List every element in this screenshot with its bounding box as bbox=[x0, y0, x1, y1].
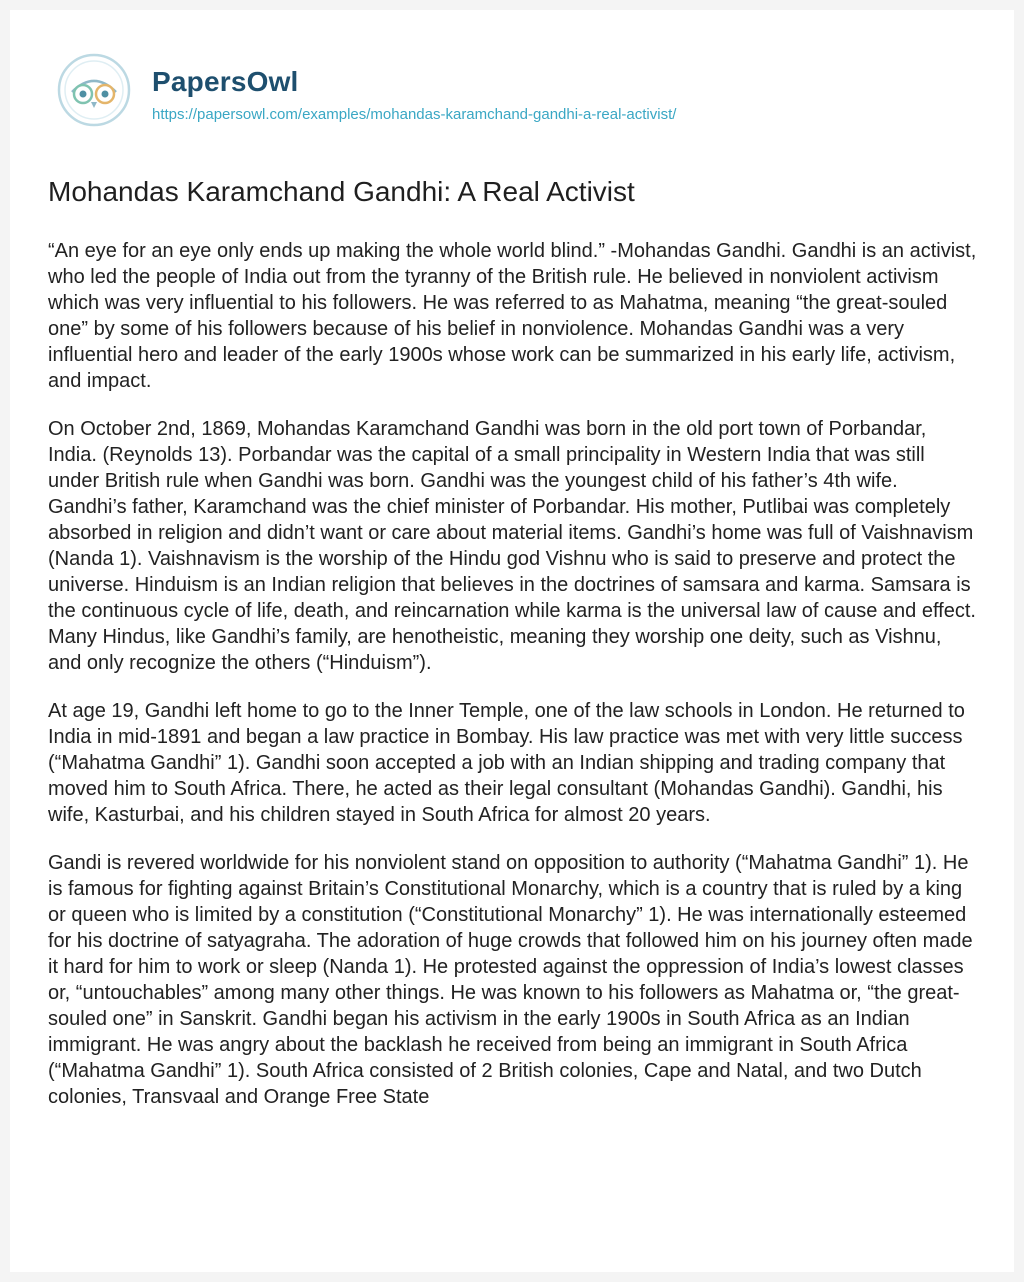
document-page bbox=[10, 10, 1014, 1272]
brand-name[interactable]: PapersOwl bbox=[152, 66, 299, 97]
article-title: Mohandas Karamchand Gandhi: A Real Activist bbox=[48, 176, 635, 207]
site-header bbox=[48, 40, 968, 140]
paragraph-3: At age 19, Gandhi left home to go to the Inner Temple, one of the law schools in London. He returned to India in mid-1891 and began a law practice in Bombay. His law practice was met with very little success (“Mahatma Gandhi” 1). Gandhi soon accepted a job with an Indian shipping and trading company that moved him to South Africa. There, he acted as their legal consultant (Mohandas Gandhi). Gandhi, his wife, Kasturbai, and his children stayed in South Africa for almost 20 years. bbox=[48, 700, 965, 826]
paragraph-2: On October 2nd, 1869, Mohandas Karamchand Gandhi was born in the old port town of Porbandar, India. (Reynolds 13). Porbandar was the capital of a small principality in Western India that was still under British rule when Gandhi was born. Gandhi was the youngest child of his father’s 4th wife. Gandhi’s father, Karamchand was the chief minister of Porbandar. His mother, Putlibai was completely absorbed in religion and didn’t want or care about material items. Gandhi’s home was full of Vaishnavism (Nanda 1). Vaishnavism is the worship of the Hindu god Vishnu who is said to preserve and protect the universe. Hinduism is an Indian religion that believes in the doctrines of samsara and karma. Samsara is the continuous cycle of life, death, and reincarnation while karma is the universal law of cause and effect. Many Hindus, like Gandhi’s family, are henotheistic, meaning they worship one deity, such as Vishnu, and only recognize the others (“Hinduism”). bbox=[48, 418, 976, 674]
source-url-link[interactable]: https://papersowl.com/examples/mohandas-karamchand-gandhi-a-real-activist/ bbox=[152, 106, 677, 123]
paragraph-4: Gandi is revered worldwide for his nonviolent stand on opposition to authority (“Mahatma Gandhi” 1). He is famous for fighting against Britain’s Constitutional Monarchy, which is a country that is ruled by a king or queen who is limited by a constitution (“Constitutional Monarchy” 1). He was internationally esteemed for his doctrine of satyagraha. The adoration of huge crowds that followed him on his journey often made it hard for him to work or sleep (Nanda 1). He protested against the oppression of India’s lowest classes or, “untouchables” among many other things. He was known to his followers as Mahatma or, “the great-souled one” in Sanskrit. Gandhi began his activism in the early 1900s in South Africa as an Indian immigrant. He was angry about the backlash he received from being an immigrant in South Africa (“Mahatma Gandhi” 1). South Africa consisted of 2 British colonies, Cape and Natal, and two Dutch colonies, Transvaal and Orange Free State bbox=[48, 852, 973, 1108]
owl-logo-icon[interactable] bbox=[56, 52, 132, 128]
article-body bbox=[48, 238, 980, 1132]
paragraph-1: “An eye for an eye only ends up making the whole world blind.” -Mohandas Gandhi. Gandhi is an activist, who led the people of India out from the tyranny of the British rule. He believed in nonviolent activism which was very influential to his followers. He was referred to as Mahatma, meaning “the great-souled one” by some of his followers because of his belief in nonviolence. Mohandas Gandhi was a very influential hero and leader of the early 1900s whose work can be summarized in his early life, activism, and impact. bbox=[48, 240, 977, 392]
